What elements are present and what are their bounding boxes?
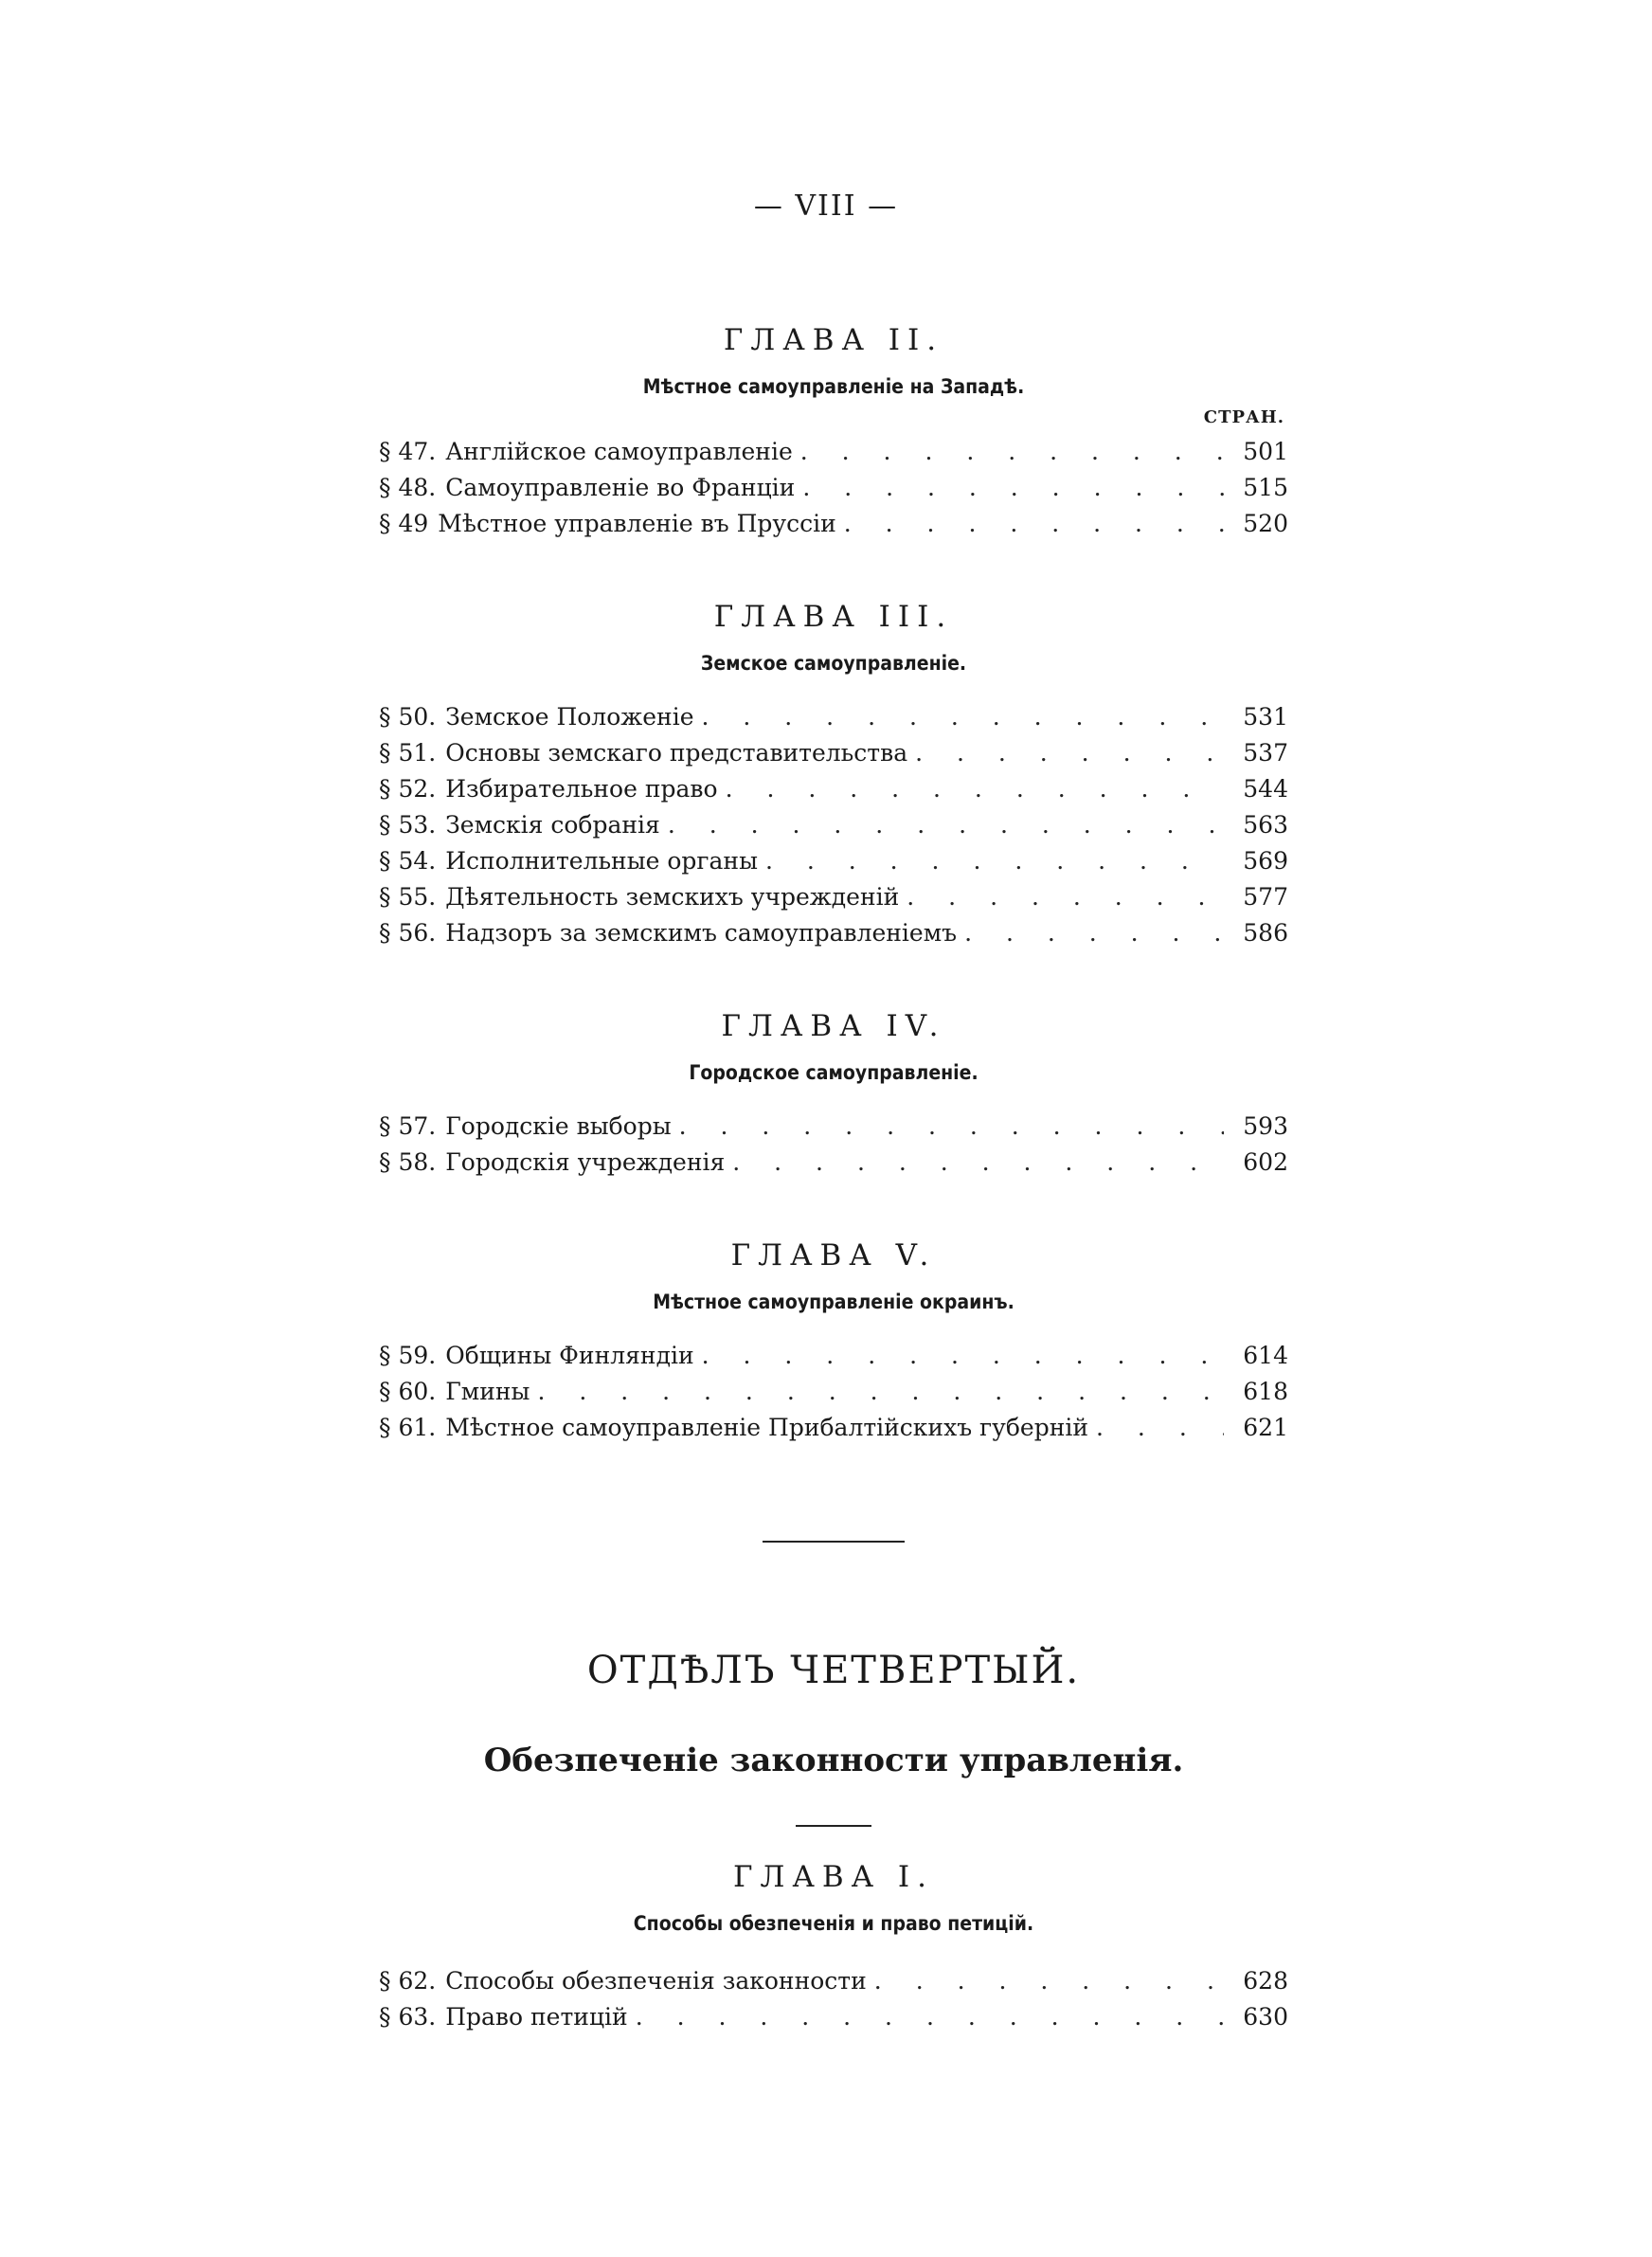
entry-title: Общины Финляндіи bbox=[445, 1342, 694, 1369]
dot-leader bbox=[800, 434, 1224, 470]
entry-title: Исполнительные органы bbox=[445, 847, 758, 875]
chapter-heading: ГЛАВА IV. bbox=[721, 1009, 946, 1043]
entry-number: § 63. bbox=[379, 2003, 437, 2031]
chapter-subtitle: Земское самоуправленіе. bbox=[700, 652, 967, 675]
entry-title: Основы земскаго представительства bbox=[445, 739, 908, 767]
toc-entries bbox=[379, 1109, 1288, 1181]
section-four bbox=[379, 1637, 1288, 1850]
toc-entry bbox=[379, 1963, 1288, 1999]
entry-page: 618 bbox=[1243, 1378, 1288, 1405]
dot-leader bbox=[874, 1963, 1224, 1999]
section-title: ОТДѢЛЪ ЧЕТВЕРТЫЙ. bbox=[586, 1649, 1081, 1692]
entry-title: Городскія учрежденія bbox=[445, 1148, 726, 1176]
entry-title: Надзоръ за земскимъ самоуправленіемъ bbox=[445, 919, 958, 947]
toc-entry bbox=[379, 434, 1288, 470]
dot-leader bbox=[537, 1374, 1224, 1410]
entry-title: Городскіе выборы bbox=[445, 1112, 672, 1140]
entry-page: 577 bbox=[1243, 883, 1288, 911]
chapter-block-1 bbox=[379, 1850, 1288, 2035]
entry-number: § 50. bbox=[379, 703, 437, 731]
toc-entry bbox=[379, 735, 1288, 771]
entry-number: § 55. bbox=[379, 883, 437, 911]
entry-number: § 60. bbox=[379, 1378, 437, 1405]
entry-page: 628 bbox=[1243, 1967, 1288, 1995]
chapter-subtitle: Городское самоуправленіе. bbox=[689, 1061, 979, 1084]
toc-entry bbox=[379, 1410, 1288, 1446]
dot-leader bbox=[907, 879, 1224, 915]
toc-entries bbox=[379, 699, 1288, 951]
entry-title: Англійское самоуправленіе bbox=[445, 438, 793, 465]
entry-page: 537 bbox=[1243, 739, 1288, 767]
chapter-heading: ГЛАВА I. bbox=[732, 1860, 935, 1894]
entry-title: Мѣстное управленіе въ Пруссіи bbox=[438, 510, 836, 537]
entry-number: § 56. bbox=[379, 919, 437, 947]
toc-entry bbox=[379, 1338, 1288, 1374]
entry-number: § 48. bbox=[379, 474, 437, 501]
dot-leader bbox=[679, 1109, 1224, 1145]
dot-leader bbox=[636, 1999, 1224, 2035]
entry-page: 586 bbox=[1243, 919, 1288, 947]
entry-page: 501 bbox=[1243, 438, 1288, 465]
entry-number: § 62. bbox=[379, 1967, 437, 1995]
entry-number: § 61. bbox=[379, 1414, 437, 1441]
entry-page: 593 bbox=[1243, 1112, 1288, 1140]
chapter-block-2 bbox=[379, 313, 1288, 542]
pages-column-label: СТРАН. bbox=[1203, 407, 1284, 427]
entry-title: Способы обезпеченія законности bbox=[445, 1967, 867, 1995]
toc-entry bbox=[379, 1145, 1288, 1181]
entry-title: Земское Положеніе bbox=[445, 703, 694, 731]
entry-number: § 53. bbox=[379, 811, 437, 839]
toc-entry bbox=[379, 1999, 1288, 2035]
chapter-subtitle: Мѣстное самоуправленіе окраинъ. bbox=[653, 1291, 1015, 1313]
section-subtitle: Обезпеченіе законности управленія. bbox=[483, 1742, 1184, 1779]
entry-title: Избирательное право bbox=[445, 775, 718, 803]
dot-leader bbox=[702, 1338, 1224, 1374]
dot-leader bbox=[802, 470, 1224, 506]
toc-entry bbox=[379, 1374, 1288, 1410]
chapter-heading: ГЛАВА III. bbox=[713, 600, 954, 634]
toc-entry bbox=[379, 506, 1288, 542]
entry-page: 621 bbox=[1243, 1414, 1288, 1441]
chapter-subtitle: Способы обезпеченія и право петицій. bbox=[633, 1912, 1034, 1935]
entry-title: Дѣятельность земскихъ учрежденій bbox=[445, 883, 900, 911]
dot-leader bbox=[1096, 1410, 1224, 1446]
dot-leader bbox=[844, 506, 1224, 542]
toc-entry bbox=[379, 470, 1288, 506]
entry-page: 531 bbox=[1243, 703, 1288, 731]
entry-page: 563 bbox=[1243, 811, 1288, 839]
entry-title: Мѣстное самоуправленіе Прибалтійскихъ губерній bbox=[445, 1414, 1089, 1441]
entry-number: § 51. bbox=[379, 739, 437, 767]
entry-page: 602 bbox=[1243, 1148, 1288, 1176]
dot-leader bbox=[732, 1145, 1224, 1181]
dot-leader bbox=[702, 699, 1225, 735]
entry-title: Самоуправленіе во Франціи bbox=[445, 474, 796, 501]
toc-entry bbox=[379, 807, 1288, 843]
toc-entries bbox=[379, 434, 1288, 542]
toc-entry bbox=[379, 915, 1288, 951]
dot-leader bbox=[964, 915, 1224, 951]
entry-number: § 47. bbox=[379, 438, 437, 465]
toc-entry bbox=[379, 1109, 1288, 1145]
entry-page: 569 bbox=[1243, 847, 1288, 875]
dot-leader bbox=[765, 843, 1224, 879]
chapter-block-5 bbox=[379, 1228, 1288, 1446]
toc-entries bbox=[379, 1338, 1288, 1446]
entry-page: 515 bbox=[1243, 474, 1288, 501]
entry-title: Гмины bbox=[445, 1378, 530, 1405]
dot-leader bbox=[668, 807, 1224, 843]
entry-title: Право петицій bbox=[445, 2003, 628, 2031]
entry-title: Земскія собранія bbox=[445, 811, 660, 839]
entry-number: § 58. bbox=[379, 1148, 437, 1176]
entry-number: § 49 bbox=[379, 510, 429, 537]
chapter-heading: ГЛАВА V. bbox=[730, 1238, 937, 1273]
chapter-subtitle: Мѣстное самоуправленіе на Западѣ. bbox=[642, 375, 1025, 398]
toc-entry bbox=[379, 879, 1288, 915]
dot-leader bbox=[915, 735, 1224, 771]
entry-number: § 52. bbox=[379, 775, 437, 803]
toc-entries bbox=[379, 1963, 1288, 2035]
entry-page: 544 bbox=[1243, 775, 1288, 803]
entry-page: 614 bbox=[1243, 1342, 1288, 1369]
toc-entry bbox=[379, 771, 1288, 807]
entry-page: 630 bbox=[1243, 2003, 1288, 2031]
entry-number: § 54. bbox=[379, 847, 437, 875]
entry-page: 520 bbox=[1243, 510, 1288, 537]
dot-leader bbox=[726, 771, 1224, 807]
chapter-block-3 bbox=[379, 589, 1288, 951]
chapter-block-4 bbox=[379, 999, 1288, 1181]
page-number: — VIII — bbox=[753, 190, 899, 223]
toc-entry bbox=[379, 843, 1288, 879]
chapter-heading: ГЛАВА II. bbox=[723, 323, 944, 357]
entry-number: § 57. bbox=[379, 1112, 437, 1140]
entry-number: § 59. bbox=[379, 1342, 437, 1369]
toc-entry bbox=[379, 699, 1288, 735]
table-of-contents bbox=[379, 313, 1288, 2035]
